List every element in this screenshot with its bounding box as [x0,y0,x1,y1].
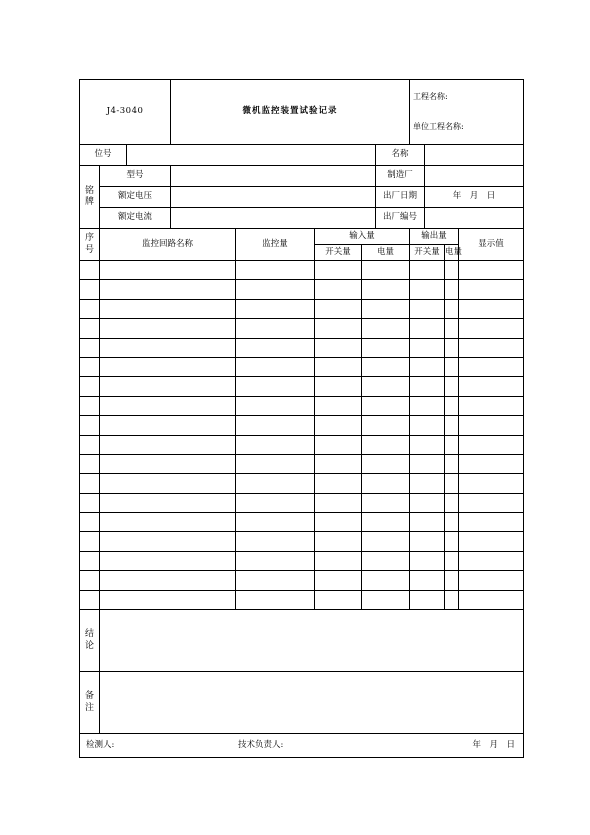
table-cell[interactable] [459,551,524,570]
table-cell[interactable] [315,396,362,415]
table-cell[interactable] [362,532,410,551]
table-cell[interactable] [236,435,315,454]
table-cell[interactable] [362,416,410,435]
table-cell[interactable] [410,532,445,551]
table-cell[interactable] [362,513,410,532]
table-cell[interactable] [410,416,445,435]
table-cell[interactable] [80,493,100,512]
table-cell[interactable] [315,357,362,376]
table-row [80,319,524,338]
table-row [80,280,524,299]
table-cell[interactable] [80,454,100,473]
table-cell[interactable] [410,299,445,318]
table-cell[interactable] [80,377,100,396]
project-info-cell [410,80,524,145]
table-cell[interactable] [410,280,445,299]
table-cell[interactable] [315,513,362,532]
table-cell[interactable] [362,454,410,473]
table-cell[interactable] [445,299,459,318]
col-output-header: 输出量 [410,229,459,245]
table-row [80,377,524,396]
table-cell[interactable] [315,280,362,299]
col-display-header: 显示值 [459,229,524,261]
table-cell[interactable] [80,590,100,609]
table-cell[interactable] [445,454,459,473]
table-cell[interactable] [362,474,410,493]
manufacturer-value[interactable] [425,166,524,187]
table-cell[interactable] [315,454,362,473]
table-cell[interactable] [362,551,410,570]
table-cell[interactable] [445,357,459,376]
table-cell[interactable] [315,474,362,493]
table-cell[interactable] [315,319,362,338]
table-row [80,513,524,532]
table-row [80,571,524,590]
table-cell[interactable] [459,280,524,299]
table-row [80,590,524,609]
table-cell[interactable] [362,571,410,590]
data-rows [80,261,524,610]
table-cell[interactable] [100,299,236,318]
table-cell[interactable] [445,435,459,454]
table-cell[interactable] [315,551,362,570]
table-cell[interactable] [362,261,410,280]
table-cell[interactable] [315,571,362,590]
table-cell[interactable] [459,261,524,280]
table-cell[interactable] [100,435,236,454]
factory-number-value[interactable] [425,208,524,229]
table-cell[interactable] [459,357,524,376]
table-cell[interactable] [445,551,459,570]
table-cell[interactable] [236,319,315,338]
nameplate-label: 铭牌 [80,166,100,229]
table-cell[interactable] [410,338,445,357]
table-row [80,532,524,551]
table-cell[interactable] [80,513,100,532]
output-electric-header: 电量 [445,245,459,261]
table-cell[interactable] [100,551,236,570]
factory-number-label: 出厂编号 [376,208,425,229]
table-cell[interactable] [100,513,236,532]
table-cell[interactable] [410,396,445,415]
project-name-label: 工程名称: [413,92,448,101]
table-row [80,551,524,570]
input-electric-header: 电量 [362,245,410,261]
table-cell[interactable] [315,261,362,280]
table-cell[interactable] [236,338,315,357]
table-cell[interactable] [315,532,362,551]
table-cell[interactable] [236,396,315,415]
table-cell[interactable] [362,338,410,357]
unit-project-name-label: 单位工程名称: [413,122,464,131]
table-cell[interactable] [459,396,524,415]
table-cell[interactable] [362,590,410,609]
form-code: J4-3040 [80,80,171,145]
table-cell[interactable] [459,454,524,473]
table-cell[interactable] [80,357,100,376]
table-cell[interactable] [410,513,445,532]
output-switch-header: 开关量 [410,245,445,261]
table-cell[interactable] [315,435,362,454]
table-cell[interactable] [445,261,459,280]
signature-row [80,734,524,758]
table-cell[interactable] [315,299,362,318]
table-cell[interactable] [459,435,524,454]
table-cell[interactable] [100,319,236,338]
tech-lead-label: 技术负责人: [238,739,284,750]
table-cell[interactable] [236,571,315,590]
table-cell[interactable] [80,280,100,299]
table-cell[interactable] [236,493,315,512]
table-cell[interactable] [459,319,524,338]
table-cell[interactable] [100,338,236,357]
table-row [80,396,524,415]
manufacturer-label: 制造厂 [376,166,425,187]
table-cell[interactable] [80,396,100,415]
table-cell[interactable] [410,454,445,473]
factory-date-value[interactable]: 年 月 日 [425,187,524,208]
table-cell[interactable] [362,435,410,454]
input-switch-header: 开关量 [315,245,362,261]
table-cell[interactable] [315,338,362,357]
table-cell[interactable] [80,338,100,357]
table-cell[interactable] [100,396,236,415]
table-cell[interactable] [315,493,362,512]
table-cell[interactable] [362,280,410,299]
col-input-header: 输入量 [315,229,410,245]
table-cell[interactable] [100,416,236,435]
table-cell[interactable] [236,454,315,473]
table-cell[interactable] [80,299,100,318]
record-form [79,79,523,758]
table-cell[interactable] [445,474,459,493]
table-cell[interactable] [100,261,236,280]
sign-date-label: 年 月 日 [472,739,516,750]
table-cell[interactable] [410,571,445,590]
table-row [80,261,524,280]
table-cell[interactable] [236,280,315,299]
conclusion-label: 结论 [80,610,100,672]
table-cell[interactable] [445,571,459,590]
table-cell[interactable] [315,416,362,435]
table-cell[interactable] [459,513,524,532]
table-cell[interactable] [236,532,315,551]
table-cell[interactable] [315,590,362,609]
table-cell[interactable] [236,261,315,280]
table-cell[interactable] [100,532,236,551]
table-cell[interactable] [459,299,524,318]
name-label: 名称 [376,145,425,166]
table-cell[interactable] [236,377,315,396]
table-cell[interactable] [445,396,459,415]
table-cell[interactable] [100,357,236,376]
table-cell[interactable] [459,571,524,590]
table-cell[interactable] [236,590,315,609]
table-cell[interactable] [80,261,100,280]
table-cell[interactable] [362,377,410,396]
table-cell[interactable] [445,377,459,396]
table-cell[interactable] [459,416,524,435]
table-cell[interactable] [445,590,459,609]
table-cell[interactable] [410,261,445,280]
name-value[interactable] [425,145,524,166]
table-row [80,416,524,435]
table-cell[interactable] [445,532,459,551]
table-cell[interactable] [410,319,445,338]
table-cell[interactable] [445,280,459,299]
conclusion-value[interactable] [100,610,524,672]
table-row [80,454,524,473]
table-cell[interactable] [445,513,459,532]
remarks-value[interactable] [100,672,524,734]
page-title: 微机监控装置试验记录 [171,80,410,145]
table-cell[interactable] [80,416,100,435]
table-cell[interactable] [362,357,410,376]
table-cell[interactable] [100,590,236,609]
remarks-label: 备注 [80,672,100,734]
table-cell[interactable] [362,319,410,338]
table-cell[interactable] [100,280,236,299]
table-row [80,474,524,493]
table-cell[interactable] [410,474,445,493]
table-row [80,357,524,376]
col-circuit-name-header: 监控回路名称 [100,229,236,261]
form-table [79,79,524,758]
table-cell[interactable] [80,435,100,454]
inspector-label: 检测人: [86,739,115,750]
table-cell[interactable] [445,416,459,435]
table-cell[interactable] [362,396,410,415]
factory-date-label: 出厂日期 [376,187,425,208]
table-cell[interactable] [100,493,236,512]
model-label: 型号 [100,166,171,187]
table-cell[interactable] [100,571,236,590]
table-cell[interactable] [80,319,100,338]
table-cell[interactable] [80,571,100,590]
table-cell[interactable] [80,551,100,570]
position-label: 位号 [80,145,127,166]
table-cell[interactable] [315,377,362,396]
table-row [80,338,524,357]
table-row [80,299,524,318]
table-cell[interactable] [236,474,315,493]
table-cell[interactable] [445,319,459,338]
table-cell[interactable] [459,493,524,512]
position-value[interactable] [127,145,376,166]
col-seq-header: 序号 [80,229,100,261]
table-cell[interactable] [362,493,410,512]
table-cell[interactable] [410,357,445,376]
table-cell[interactable] [100,377,236,396]
table-cell[interactable] [100,454,236,473]
table-cell[interactable] [459,377,524,396]
table-cell[interactable] [362,299,410,318]
table-cell[interactable] [410,590,445,609]
table-cell[interactable] [410,435,445,454]
col-monitor-quantity-header: 监控量 [236,229,315,261]
table-cell[interactable] [80,532,100,551]
table-cell[interactable] [236,513,315,532]
table-cell[interactable] [236,357,315,376]
table-cell[interactable] [100,474,236,493]
rated-voltage-label: 额定电压 [100,187,171,208]
table-cell[interactable] [445,338,459,357]
table-row [80,435,524,454]
rated-current-value[interactable] [171,208,376,229]
table-cell[interactable] [459,590,524,609]
model-value[interactable] [171,166,376,187]
rated-voltage-value[interactable] [171,187,376,208]
table-cell[interactable] [410,377,445,396]
table-cell[interactable] [410,493,445,512]
table-cell[interactable] [236,551,315,570]
table-cell[interactable] [236,299,315,318]
table-cell[interactable] [459,532,524,551]
table-cell[interactable] [459,338,524,357]
table-row [80,493,524,512]
table-cell[interactable] [459,474,524,493]
table-cell[interactable] [410,551,445,570]
table-cell[interactable] [236,416,315,435]
table-cell[interactable] [445,493,459,512]
table-cell[interactable] [80,474,100,493]
rated-current-label: 额定电流 [100,208,171,229]
